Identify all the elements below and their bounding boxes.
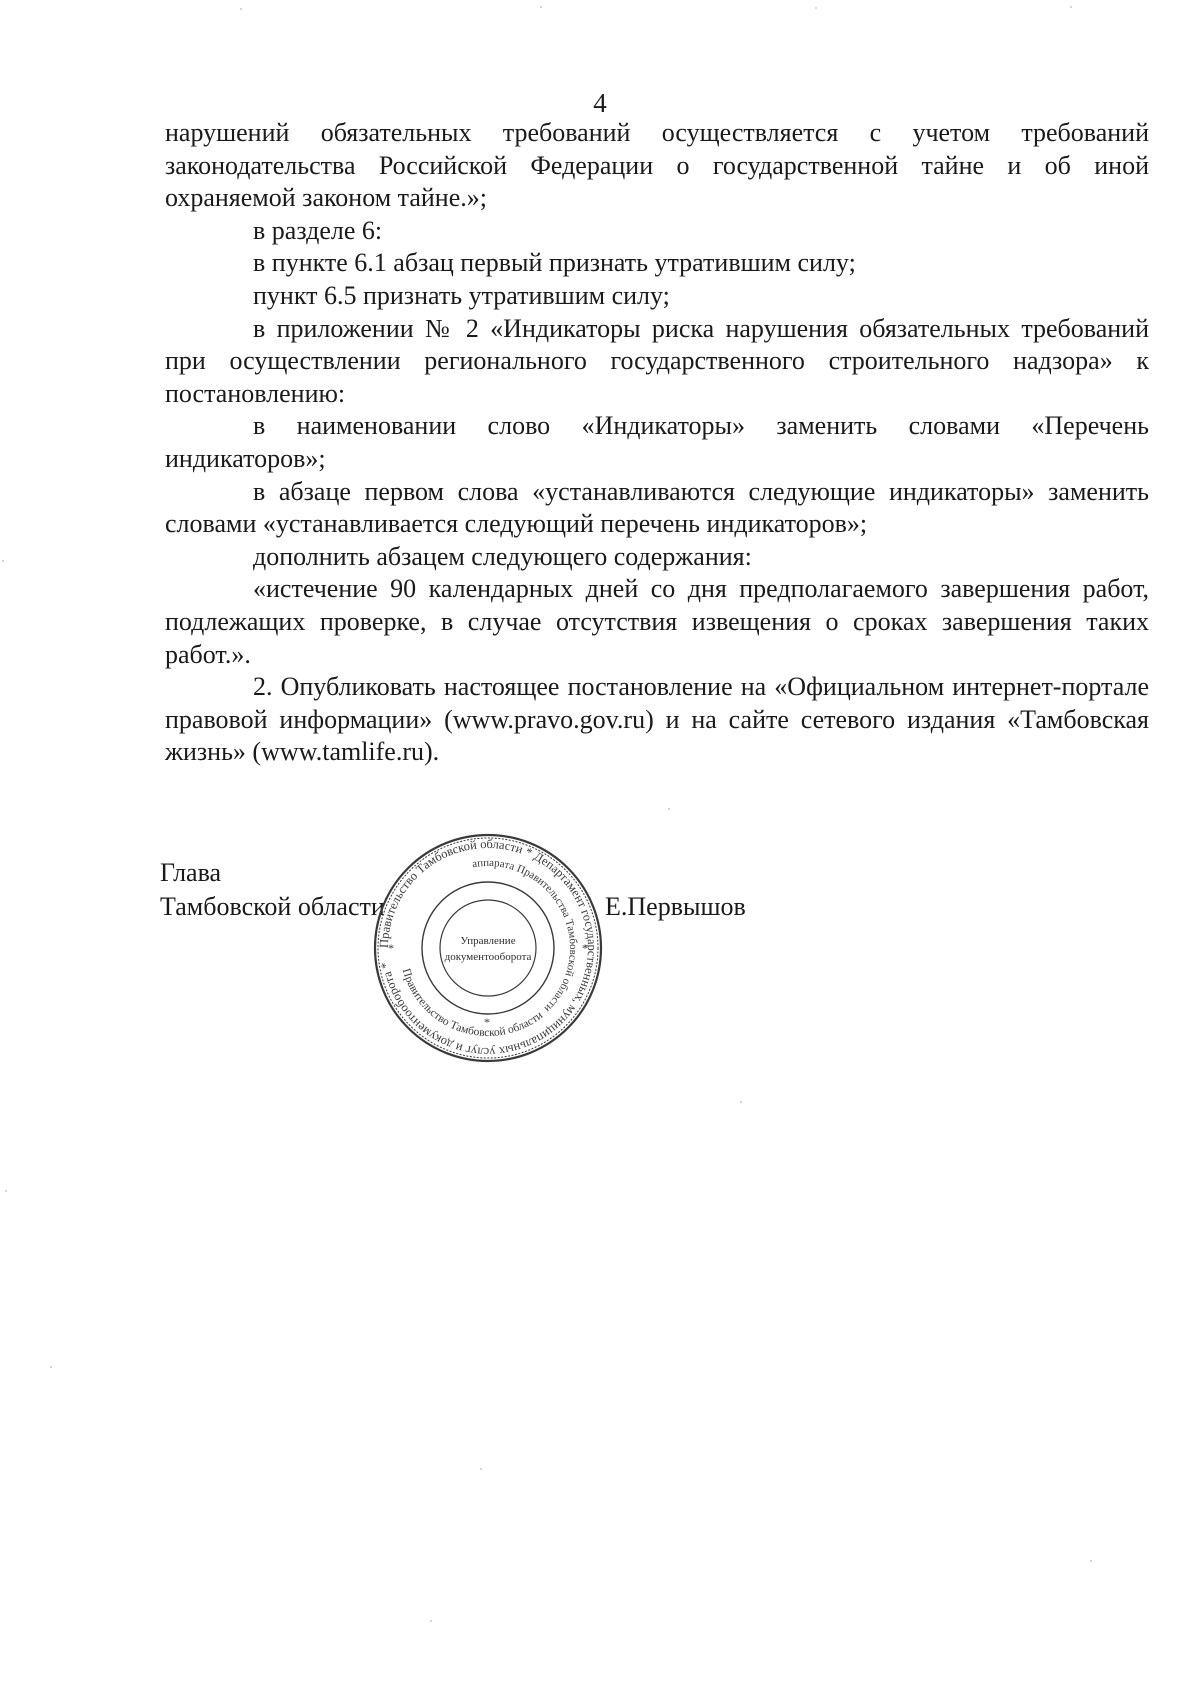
signature-title-line2: Тамбовской области bbox=[160, 892, 385, 921]
scan-speck bbox=[50, 1366, 52, 1368]
signature-title-line1: Глава bbox=[160, 858, 222, 887]
paragraph-9: «истечение 90 календарных дней со дня предполагаемого завершения работ, подлежащих проверке, в случае отсутствия извещения о сроках завершения таких работ.». bbox=[165, 574, 1149, 669]
scan-speck bbox=[5, 1190, 7, 1192]
paragraph-2: в разделе 6: bbox=[253, 215, 383, 245]
seal-star-bottom-icon: * bbox=[484, 1015, 490, 1029]
signature-title bbox=[160, 856, 385, 924]
scan-speck bbox=[480, 1468, 482, 1470]
seal-star-left-icon: * bbox=[388, 941, 394, 955]
document-body bbox=[165, 117, 1149, 769]
scan-speck bbox=[1070, 6, 1072, 8]
scan-speck bbox=[668, 808, 670, 810]
scan-speck bbox=[540, 6, 542, 8]
seal-inner-circle bbox=[440, 900, 536, 996]
seal-outer-ring-text: Правительство Тамбовской области * Департамент государственных, муниципальных услуг и документооборота * bbox=[376, 836, 600, 1060]
paragraph-10: 2. Опубликовать настоящее постановление на «Официальном интернет-портале правовой информации» (www.pravo.gov.ru) и на сайте сетевого издания «Тамбовская жизнь» (www.tamlife.ru). bbox=[165, 672, 1149, 767]
scan-speck bbox=[1090, 1560, 1092, 1562]
paragraph-8: дополнить абзацем следующего содержания: bbox=[253, 541, 752, 571]
official-seal bbox=[370, 830, 606, 1066]
seal-inner-ring-text: аппарата Правительства Тамбовской области bbox=[471, 856, 580, 1015]
signatory-name: Е.Первышов bbox=[605, 892, 746, 921]
seal-bottom-ring-text: Правительство Тамбовской области bbox=[399, 967, 546, 1040]
paragraph-6: в наименовании слово «Индикаторы» заменить словами «Перечень индикаторов»; bbox=[165, 411, 1149, 473]
scan-speck bbox=[240, 8, 242, 10]
seal-star-right-icon: * bbox=[582, 941, 588, 955]
seal-center-line1: Управление bbox=[460, 935, 516, 947]
seal-center-line2: документооборота bbox=[444, 951, 532, 963]
scan-speck bbox=[2, 560, 4, 562]
scan-speck bbox=[740, 1101, 742, 1103]
page-number: 4 bbox=[593, 88, 607, 118]
paragraph-1: нарушений обязательных требований осуществляется с учетом требований законодательства Российской Федерации о государственной тайне и об иной охраняемой законом тайне.»; bbox=[165, 118, 1149, 213]
scan-speck bbox=[430, 1620, 432, 1622]
paragraph-4: пункт 6.5 признать утратившим силу; bbox=[253, 280, 670, 310]
paragraph-7: в абзаце первом слова «устанавливаются следующие индикаторы» заменить словами «устанавливается следующий перечень индикаторов»; bbox=[165, 476, 1149, 539]
seal-middle-circle bbox=[422, 882, 554, 1014]
paragraph-3: в пункте 6.1 абзац первый признать утратившим силу; bbox=[253, 248, 856, 278]
paragraph-5: в приложении № 2 «Индикаторы риска нарушения обязательных требований при осуществлении регионального государственного строительного надзора» к постановлению: bbox=[165, 313, 1149, 408]
scan-speck bbox=[815, 7, 817, 9]
